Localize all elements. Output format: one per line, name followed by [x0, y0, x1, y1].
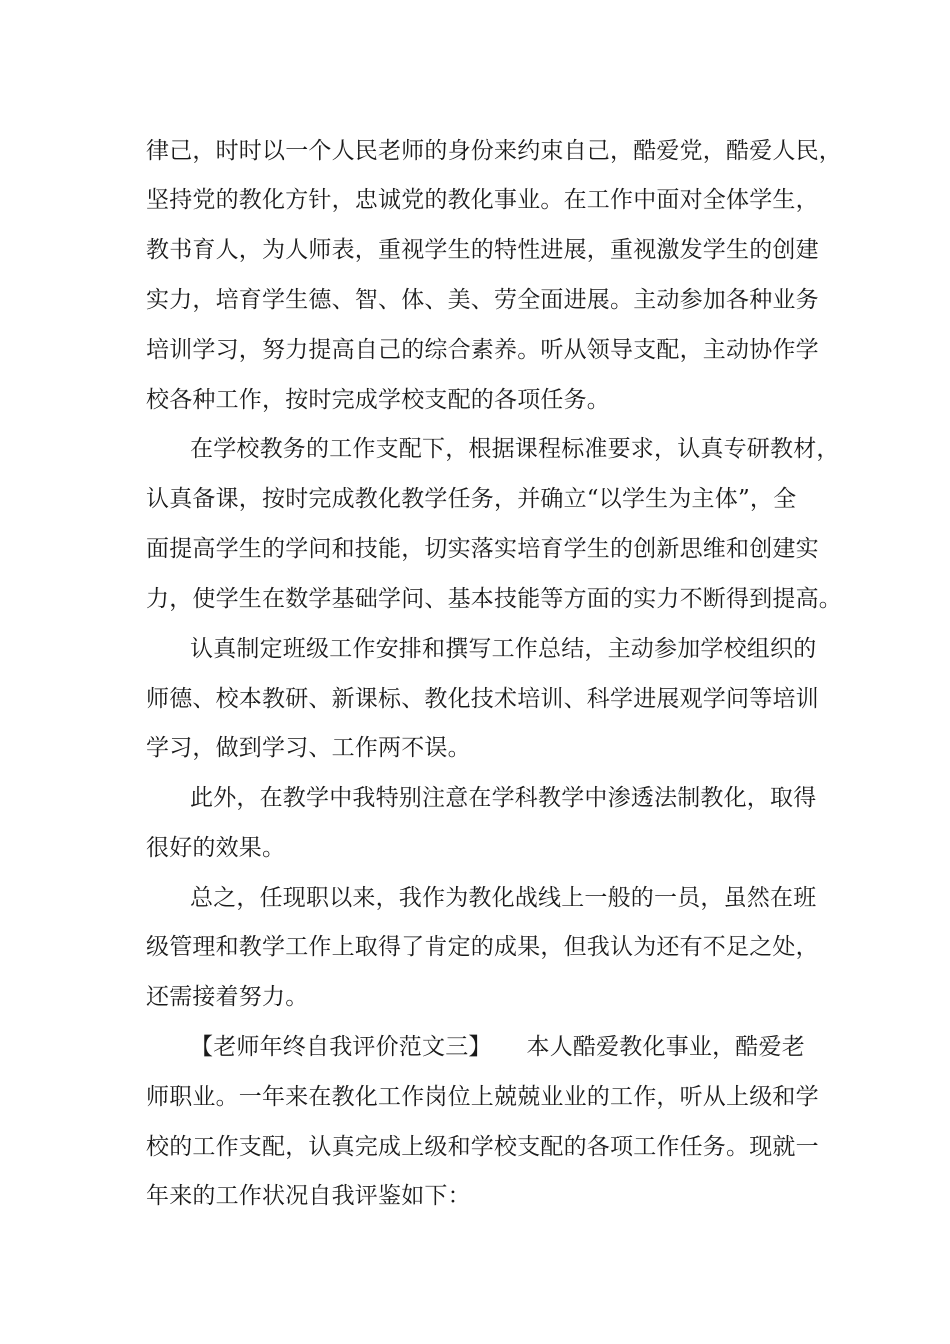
text-line: 培训学习，努力提高自己的综合素养。听从领导支配，主动协作学 — [146, 337, 819, 363]
text-line: 年来的工作状况自我评鉴如下： — [146, 1183, 471, 1209]
text-line: 坚持党的教化方针，忠诚党的教化事业。在工作中面对全体学生， — [146, 187, 819, 213]
text-line: 此外，在教学中我特别注意在学科教学中渗透法制教化，取得 — [190, 785, 817, 811]
section-heading-line: 【老师年终自我评价范文三】 本人酷爱教化事业，酷爱老 — [190, 1034, 805, 1060]
text-line: 校各种工作，按时完成学校支配的各项任务。 — [146, 387, 610, 413]
text-line: 教书育人，为人师表，重视学生的特性进展，重视激发学生的创建 — [146, 237, 819, 263]
text-line: 面提高学生的学问和技能，切实落实培育学生的创新思维和创建实 — [146, 536, 819, 562]
text-line: 学习，做到学习、工作两不误。 — [146, 735, 471, 761]
text-line: 师职业。一年来在教化工作岗位上兢兢业业的工作，听从上级和学 — [146, 1084, 819, 1110]
text-line: 级管理和教学工作上取得了肯定的成果，但我认为还有不足之处， — [146, 934, 819, 960]
text-line: 在学校教务的工作支配下，根据课程标准要求，认真专研教材， — [190, 436, 840, 462]
text-line: 实力，培育学生德、智、体、美、劳全面进展。主动参加各种业务 — [146, 287, 819, 313]
text-line: 认真制定班级工作安排和撰写工作总结，主动参加学校组织的 — [190, 636, 817, 662]
text-line: 律己，时时以一个人民老师的身份来约束自己，酷爱党，酷爱人民， — [146, 138, 842, 164]
text-line: 认真备课，按时完成教化教学任务，并确立“以学生为主体”，全 — [146, 486, 797, 512]
text-line: 还需接着努力。 — [146, 984, 309, 1010]
text-line: 总之，任现职以来，我作为教化战线上一般的一员，虽然在班 — [190, 885, 817, 911]
text-line: 师德、校本教研、新课标、教化技术培训、科学进展观学问等培训 — [146, 686, 819, 712]
text-line: 力，使学生在数学基础学问、基本技能等方面的实力不断得到提高。 — [146, 586, 842, 612]
text-line: 校的工作支配，认真完成上级和学校支配的各项工作任务。现就一 — [146, 1134, 819, 1160]
text-line: 很好的效果。 — [146, 835, 286, 861]
